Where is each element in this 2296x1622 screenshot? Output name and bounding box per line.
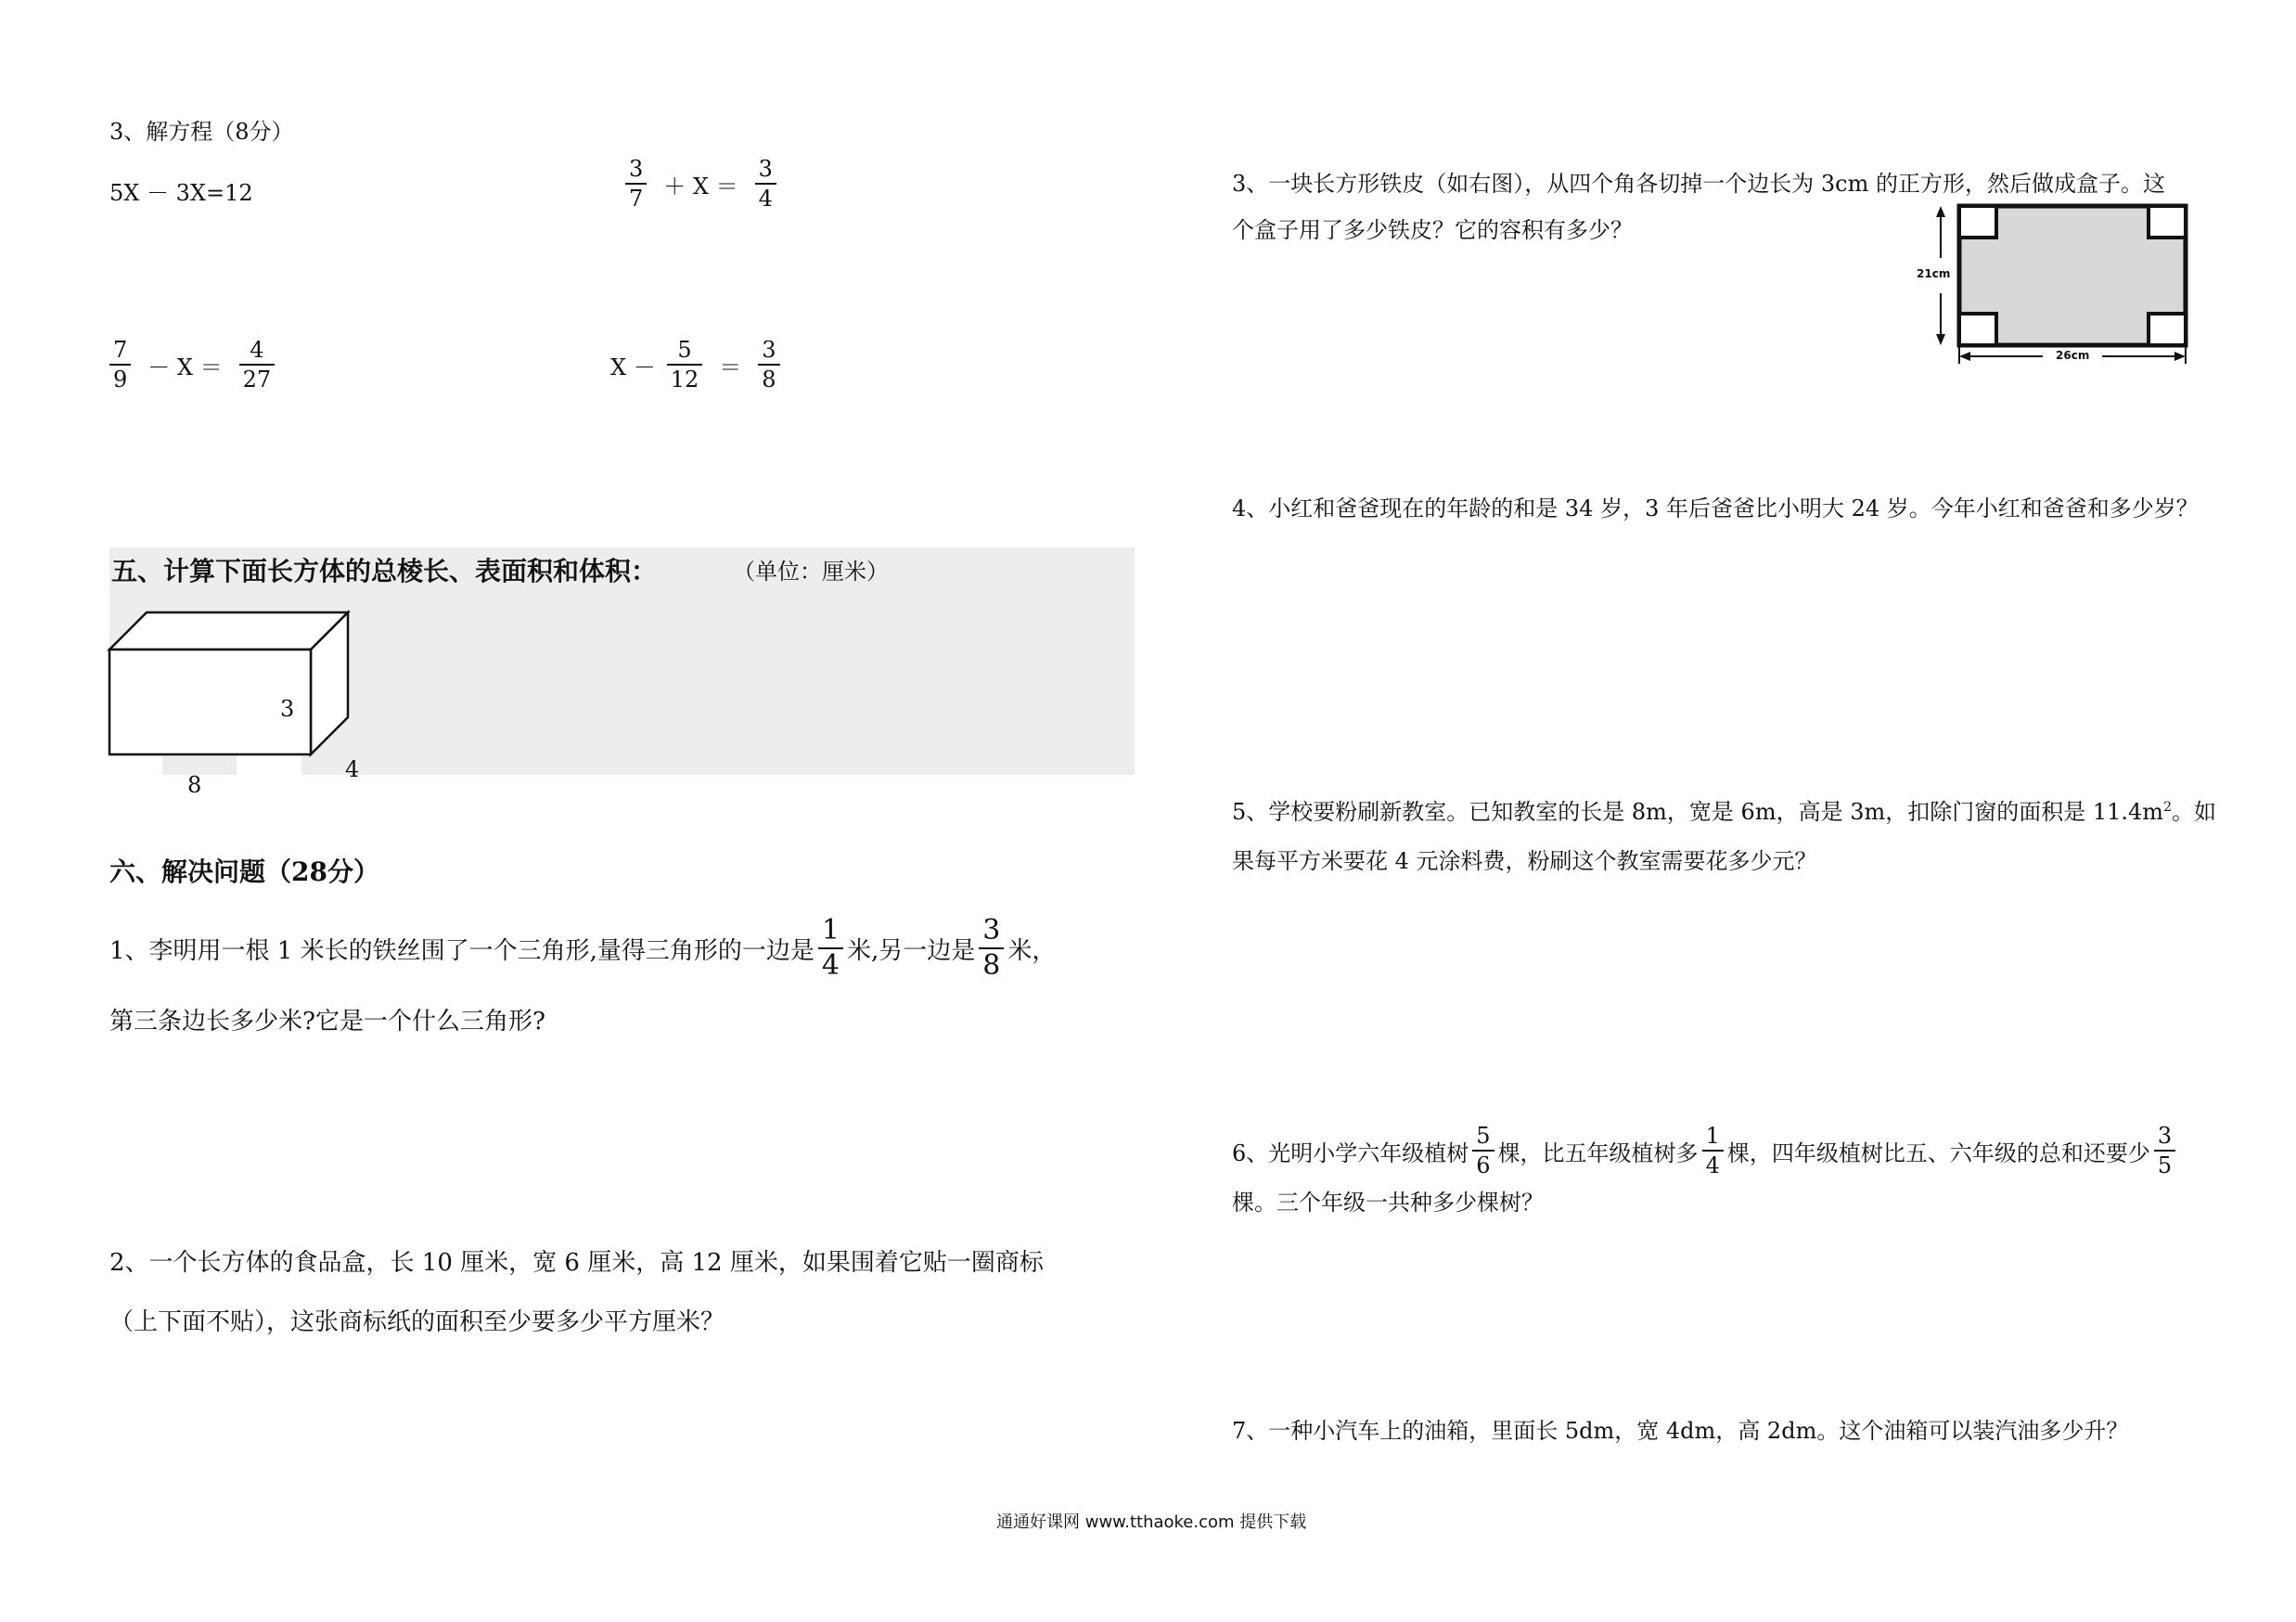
problem-5-line2: 果每平方米要花 4 元涂料费，粉刷这个教室需要花多少元？: [1232, 848, 1817, 874]
section5-unit: （单位：厘米）: [733, 559, 889, 585]
problem-2-line1: 2、一个长方体的食品盒，长 10 厘米，宽 6 厘米，高 12 厘米，如果围着它贴一圈商标: [109, 1249, 1044, 1277]
sheet-metal-figure: [1922, 200, 2200, 367]
problem-4: 4、小红和爸爸现在的年龄的和是 34 岁，3 年后爸爸比小明大 24 岁。今年小红和爸爸和多少岁？: [1232, 496, 2199, 521]
section6-title: 六、解决问题（28分）: [109, 856, 379, 887]
problem-3-line2: 个盒子用了多少铁皮？它的容积有多少？: [1232, 217, 1633, 243]
equation-1: 5X － 3X=12: [109, 180, 253, 206]
fraction: $\frac{7}{9}$: [109, 339, 131, 391]
fraction: $\frac{3}{8}$: [979, 917, 1004, 980]
fraction: $\frac{1}{4}$: [1702, 1125, 1724, 1177]
fraction: $\frac{5}{12}$: [667, 339, 703, 391]
fraction: $\frac{3}{8}$: [758, 339, 779, 391]
problem-5-line1: 5、学校要粉刷新教室。已知教室的长是 8m，宽是 6m，高是 3m，扣除门窗的面积是 $11.4m^2$。如: [1232, 799, 2216, 825]
fraction: $\frac{1}{4}$: [818, 917, 843, 980]
fraction: $\frac{4}{27}$: [239, 339, 276, 391]
figure-height-label: 21cm: [1917, 267, 1951, 280]
problem-7: 7、一种小汽车上的油箱，里面长 5dm，宽 4dm，高 2dm。这个油箱可以装汽油多少升？: [1232, 1418, 2129, 1444]
cuboid-length-label: 8: [187, 772, 202, 798]
equation-4: X － $\frac{5}{12}$ ＝ $\frac{3}{8}$: [610, 339, 784, 391]
problem-3-line1: 3、一块长方形铁皮（如右图），从四个角各切掉一个边长为 3cm 的正方形，然后做成盒子。这: [1232, 171, 2165, 197]
fraction: $\frac{5}{6}$: [1472, 1125, 1494, 1177]
footer-source: 通通好课网 www.tthaoke.com 提供下载: [996, 1513, 1307, 1532]
fraction: $\frac{3}{5}$: [2154, 1125, 2175, 1177]
cuboid-height-label: 3: [280, 696, 295, 722]
problem-1-line1: 1、李明用一根 1 米长的铁丝围了一个三角形,量得三角形的一边是 $\frac{1}{4}$ 米,另一边是 $\frac{3}{8}$ 米，: [109, 914, 1057, 982]
section5-title: 五、计算下面长方体的总棱长、表面积和体积：: [111, 556, 658, 586]
equation-2: $\frac{3}{7}$ ＋ X ＝ $\frac{3}{4}$: [622, 158, 780, 210]
fraction: $\frac{3}{7}$: [625, 158, 647, 210]
problem-2-line2: （上下面不贴），这张商标纸的面积至少要多少平方厘米？: [109, 1308, 725, 1336]
cuboid-width-label: 4: [345, 756, 360, 782]
figure-width-label: 26cm: [2056, 349, 2090, 362]
problem-1-line2: 第三条边长多少米?它是一个什么三角形?: [109, 1008, 545, 1036]
fraction: $\frac{3}{4}$: [755, 158, 776, 210]
problem-6-line2: 棵。三个年级一共种多少棵树？: [1232, 1190, 1544, 1216]
problem-6-line1: 6、光明小学六年级植树 $\frac{5}{6}$ 棵，比五年级植树多 $\frac{1}{4}$ 棵，四年级植树比五、六年级的总和还要少 $\frac{3}{5}$: [1232, 1125, 2179, 1177]
equation-3: $\frac{7}{9}$ － X ＝ $\frac{4}{27}$: [106, 339, 278, 391]
section3-title: 3、解方程（8分）: [109, 119, 294, 145]
